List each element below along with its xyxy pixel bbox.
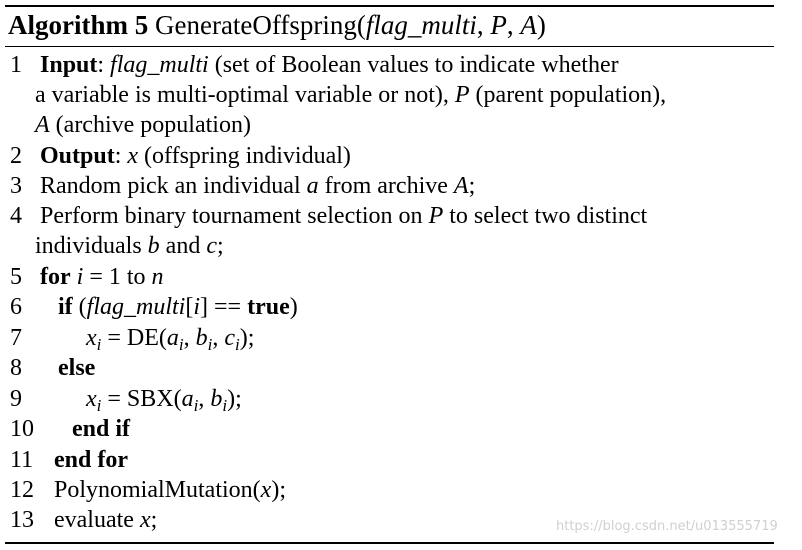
var-c: c xyxy=(224,325,236,351)
line-number: 8 xyxy=(10,355,22,381)
var-a: A xyxy=(35,112,50,138)
step-text: Perform binary tournament selection on xyxy=(40,203,429,229)
line-number: 12 xyxy=(10,477,34,503)
var-b: b xyxy=(195,325,208,351)
var-i: i xyxy=(193,294,201,320)
if-keyword: if xyxy=(58,294,73,320)
step-text: = 1 to xyxy=(83,264,152,290)
step-text: evaluate xyxy=(54,507,140,533)
input-keyword: Input xyxy=(40,52,98,78)
step-1-cont-1 xyxy=(35,80,666,110)
else-keyword: else xyxy=(58,355,96,381)
step-text: ); xyxy=(227,386,242,412)
subscript-i: i xyxy=(222,396,228,415)
step-text: = DE( xyxy=(101,325,167,351)
line-number: 10 xyxy=(10,416,34,442)
var-flag-multi: flag_multi xyxy=(110,52,209,78)
var-a: a xyxy=(181,386,194,412)
subscript-i: i xyxy=(193,396,199,415)
step-text: (archive population) xyxy=(49,112,251,138)
subscript-i: i xyxy=(96,396,102,415)
bottom-rule xyxy=(5,542,774,544)
step-text: ( xyxy=(72,294,87,320)
step-text: (set of Boolean values to indicate whether xyxy=(208,52,619,78)
line-number: 3 xyxy=(10,173,22,199)
step-text: ); xyxy=(271,477,286,503)
var-archive: A xyxy=(453,173,469,199)
line-number: 13 xyxy=(10,507,34,533)
var-flag-multi: flag_multi xyxy=(86,294,186,320)
algorithm-param-flag-multi: flag_multi xyxy=(365,10,477,40)
algorithm-param-p: P xyxy=(490,10,507,40)
for-keyword: for xyxy=(40,264,71,290)
var-x: x xyxy=(86,386,97,412)
algorithm-separator: , xyxy=(506,10,521,40)
var-x: x xyxy=(260,477,272,503)
var-i: i xyxy=(76,264,84,290)
step-text: to select two distinct xyxy=(443,203,648,229)
step-text: ) xyxy=(289,294,298,320)
step-text: , xyxy=(198,386,211,412)
var-b: b xyxy=(210,386,223,412)
var-a: a xyxy=(166,325,179,351)
var-n: n xyxy=(151,264,164,290)
subscript-i: i xyxy=(207,335,213,354)
step-text: PolynomialMutation( xyxy=(54,477,261,503)
algorithm-label: Algorithm 5 xyxy=(8,10,149,40)
var-x: x xyxy=(127,143,139,169)
step-4-cont xyxy=(35,231,224,261)
var-b: b xyxy=(147,233,160,259)
var-p: P xyxy=(428,203,444,229)
var-x: x xyxy=(139,507,151,533)
line-number: 6 xyxy=(10,294,22,320)
step-text: ; xyxy=(150,507,158,533)
algorithm-close-paren: ) xyxy=(536,10,546,40)
algorithm-title xyxy=(8,7,546,43)
line-number: 5 xyxy=(10,264,22,290)
end-if-keyword: end if xyxy=(72,416,131,442)
header-rule xyxy=(5,46,774,47)
step-text: ] == xyxy=(200,294,248,320)
step-text: [ xyxy=(185,294,194,320)
step-text: and xyxy=(159,233,207,259)
step-text: a variable is multi-optimal variable or not), xyxy=(35,82,455,108)
line-number: 7 xyxy=(10,325,22,351)
line-number: 1 xyxy=(10,52,22,78)
subscript-i: i xyxy=(235,335,240,354)
var-x: x xyxy=(86,325,97,351)
step-text: Random pick an individual xyxy=(40,173,307,199)
line-number: 4 xyxy=(10,203,22,229)
true-keyword: true xyxy=(247,294,290,320)
step-text: ); xyxy=(239,325,255,351)
step-text: , xyxy=(183,325,196,351)
var-c: c xyxy=(206,233,217,259)
step-text: , xyxy=(212,325,225,351)
step-text: (parent population), xyxy=(469,82,667,108)
subscript-i: i xyxy=(96,335,102,354)
line-number: 9 xyxy=(10,386,22,412)
var-a: a xyxy=(306,173,319,199)
end-for-keyword: end for xyxy=(54,447,128,473)
line-number: 11 xyxy=(10,447,34,473)
step-text: individuals xyxy=(35,233,148,259)
step-text: from archive xyxy=(318,173,454,199)
var-p: P xyxy=(454,82,470,108)
watermark: https://blog.csdn.net/u013555719 xyxy=(556,519,778,534)
subscript-i: i xyxy=(178,335,184,354)
step-text: (offspring individual) xyxy=(138,143,351,169)
step-text: = SBX( xyxy=(101,386,182,412)
step-text: ; xyxy=(216,233,224,259)
algorithm-name: GenerateOffspring( xyxy=(154,10,366,40)
step-text: : xyxy=(114,143,128,169)
step-text: ; xyxy=(468,173,476,199)
step-1-cont-2 xyxy=(35,110,251,140)
algorithm-separator: , xyxy=(476,10,491,40)
line-number: 2 xyxy=(10,143,22,169)
output-keyword: Output xyxy=(40,143,115,169)
step-text: : xyxy=(97,52,111,78)
algorithm-param-a: A xyxy=(520,10,537,40)
